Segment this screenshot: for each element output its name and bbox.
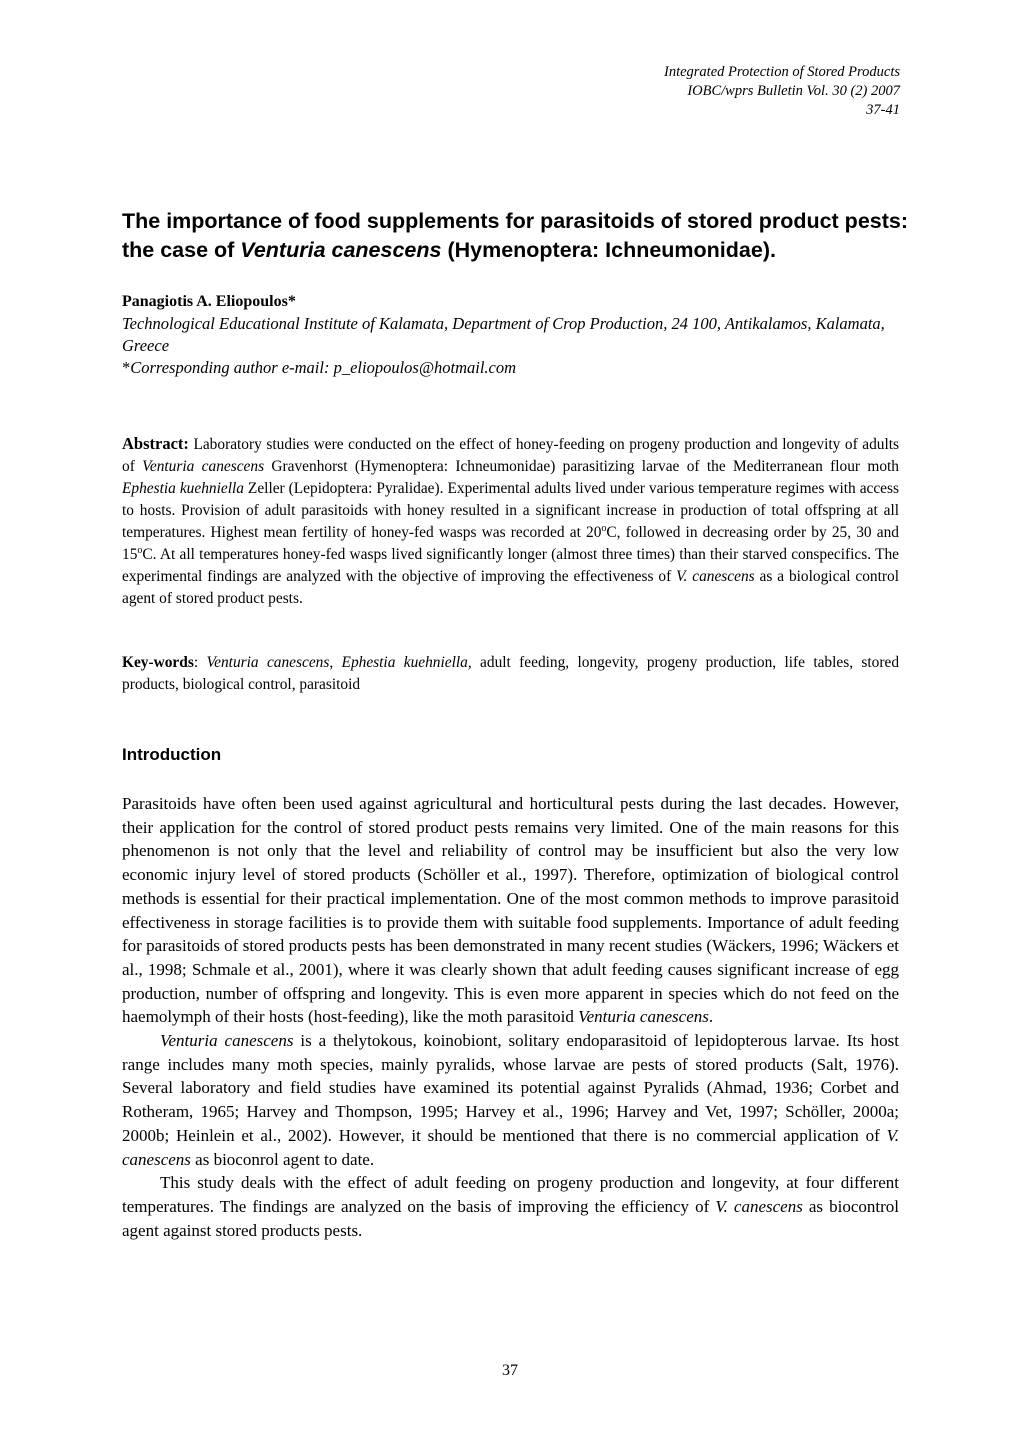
- abstract-label: Abstract:: [122, 434, 189, 453]
- running-header: [664, 63, 900, 120]
- paper-title: [122, 207, 912, 265]
- abstract-text-3: Zeller (Lepidoptera: Pyralidae). Experimental adults lived under various temperature regimes with access to hosts. Provision of adult parasitoids with honey resulted in a significant increase in production of total offspring at all temperatures. Highest mean fertility of honey-fed wasps was recorded at 20: [122, 480, 899, 541]
- abstract-italic-1: Venturia canescens: [142, 458, 265, 475]
- abstract-text-6: as a biological control agent of stored product pests.: [122, 568, 899, 607]
- keyword-italic-1: Venturia canescens: [206, 654, 330, 671]
- author-name: Panagiotis A. Eliopoulos*: [122, 293, 296, 310]
- header-bulletin-volume: IOBC/wprs Bulletin Vol. 30 (2) 2007: [687, 83, 900, 99]
- abstract-text-4: C, followed in decreasing order by 25, 30 and 15: [122, 524, 900, 563]
- paragraph-3: [122, 1171, 899, 1242]
- abstract-italic-3: V. canescens: [676, 568, 755, 585]
- paragraph-1-end: .: [708, 1007, 714, 1027]
- paragraph-1: [122, 792, 899, 1029]
- paragraph-2-text: is a thelytokous, koinobiont, solitary endoparasitoid of lepidopterous larvae. Its host range includes many moth species, mainly pyralids, whose larvae are pests of stored products (Salt, 1976). Several laboratory and field studies have examined its potential against Pyralids (Ahmad, 1936; Corbet and Rotheram, 1965; Harvey and Thompson, 1995; Harvey et al., 1996; Harvey and Vet, 1997; Schöller, 2000a; 2000b; Heinlein et al., 2002). However, it should be mentioned that there is no commercial application of: [122, 1031, 899, 1145]
- paragraph-3-end: as biocontrol agent against stored products pests.: [122, 1196, 900, 1240]
- paragraph-3-italic: V. canescens: [715, 1196, 803, 1216]
- keyword-italic-2: Ephestia kuehniella: [341, 654, 468, 671]
- keywords-label: Key-words: [122, 654, 194, 671]
- author-block: [122, 291, 912, 379]
- abstract-text-2: Gravenhorst (Hymenoptera: Ichneumonidae) parasitizing larvae of the Mediterranean flour moth: [264, 458, 899, 475]
- introduction-heading: Introduction: [122, 745, 222, 764]
- paragraph-1-italic: Venturia canescens: [578, 1007, 709, 1027]
- keywords-colon: :: [193, 654, 207, 671]
- paragraph-3-text: This study deals with the effect of adult feeding on progeny production and longevity, at four different temperatures. The findings are analyzed on the basis of improving the efficiency of: [122, 1173, 899, 1216]
- paragraph-2-end: as bioconrol agent to date.: [190, 1149, 375, 1169]
- paragraph-2: [122, 1029, 899, 1171]
- page-number: 37: [502, 1362, 518, 1379]
- paragraph-1-text: Parasitoids have often been used against agricultural and horticultural pests during the last decades. However, their application for the control of stored product pests remains very limited. One of the main reasons for this phenomenon is not only that the level and reliability of control may be insufficient but also the very low economic injury level of stored products (Schöller et al., 1997). Therefore, optimization of biological control methods is essential for their practical implementation. One of the most common methods to improve parasitoid effectiveness in storage facilities is to provide them with suitable food supplements. Importance of adult feeding for parasitoids of stored products pests has been demonstrated in many recent studies (Wäckers, 1996; Wäckers et al., 1998; Schmale et al., 2001), where it was clearly shown that adult feeding causes significant increase of egg production, number of offspring and longevity. This is even more apparent in species which do not feed on the haemolymph of their hosts (host-feeding), like the moth parasitoid: [122, 794, 899, 1027]
- corresponding-author: [122, 357, 912, 379]
- degree-superscript-1: o: [601, 522, 607, 534]
- abstract-text-5: C. At all temperatures honey-fed wasps lived significantly longer (almost three times) than their starved conspecifics. The experimental findings are analyzed with the objective of improving the effectiveness of: [122, 546, 899, 585]
- header-page-range: 37-41: [866, 102, 900, 118]
- author-affiliation: Technological Educational Institute of Kalamata, Department of Crop Production, 24 100, Antikalamos, Kalamata, Greece: [122, 314, 885, 355]
- corresponding-email: Corresponding author e-mail: p_eliopoulos@hotmail.com: [130, 358, 517, 377]
- title-part-2: (Hymenoptera: Ichneumonidae).: [441, 238, 776, 262]
- keywords: [122, 652, 899, 696]
- title-species: Venturia canescens: [240, 238, 442, 262]
- abstract: [122, 433, 899, 610]
- degree-superscript-2: o: [137, 544, 143, 556]
- header-proceedings-title: Integrated Protection of Stored Products: [664, 64, 900, 80]
- keywords-separator: ,: [329, 654, 342, 671]
- keywords-rest: , adult feeding, longevity, progeny production, life tables, stored products, biological control, parasitoid: [122, 654, 900, 693]
- title-part-1: The importance of food supplements for parasitoids of stored product pests: the case of: [122, 209, 909, 262]
- abstract-italic-2: Ephestia kuehniella: [122, 480, 244, 497]
- abstract-text-1: Laboratory studies were conducted on the effect of honey-feeding on progeny production and longevity of adults of: [122, 436, 899, 475]
- paragraph-2-italic: Venturia canescens: [160, 1031, 294, 1051]
- corresponding-asterisk: *: [122, 358, 131, 377]
- introduction-body: [122, 792, 899, 1242]
- paragraph-2-italic-2: V. canescens: [122, 1125, 899, 1169]
